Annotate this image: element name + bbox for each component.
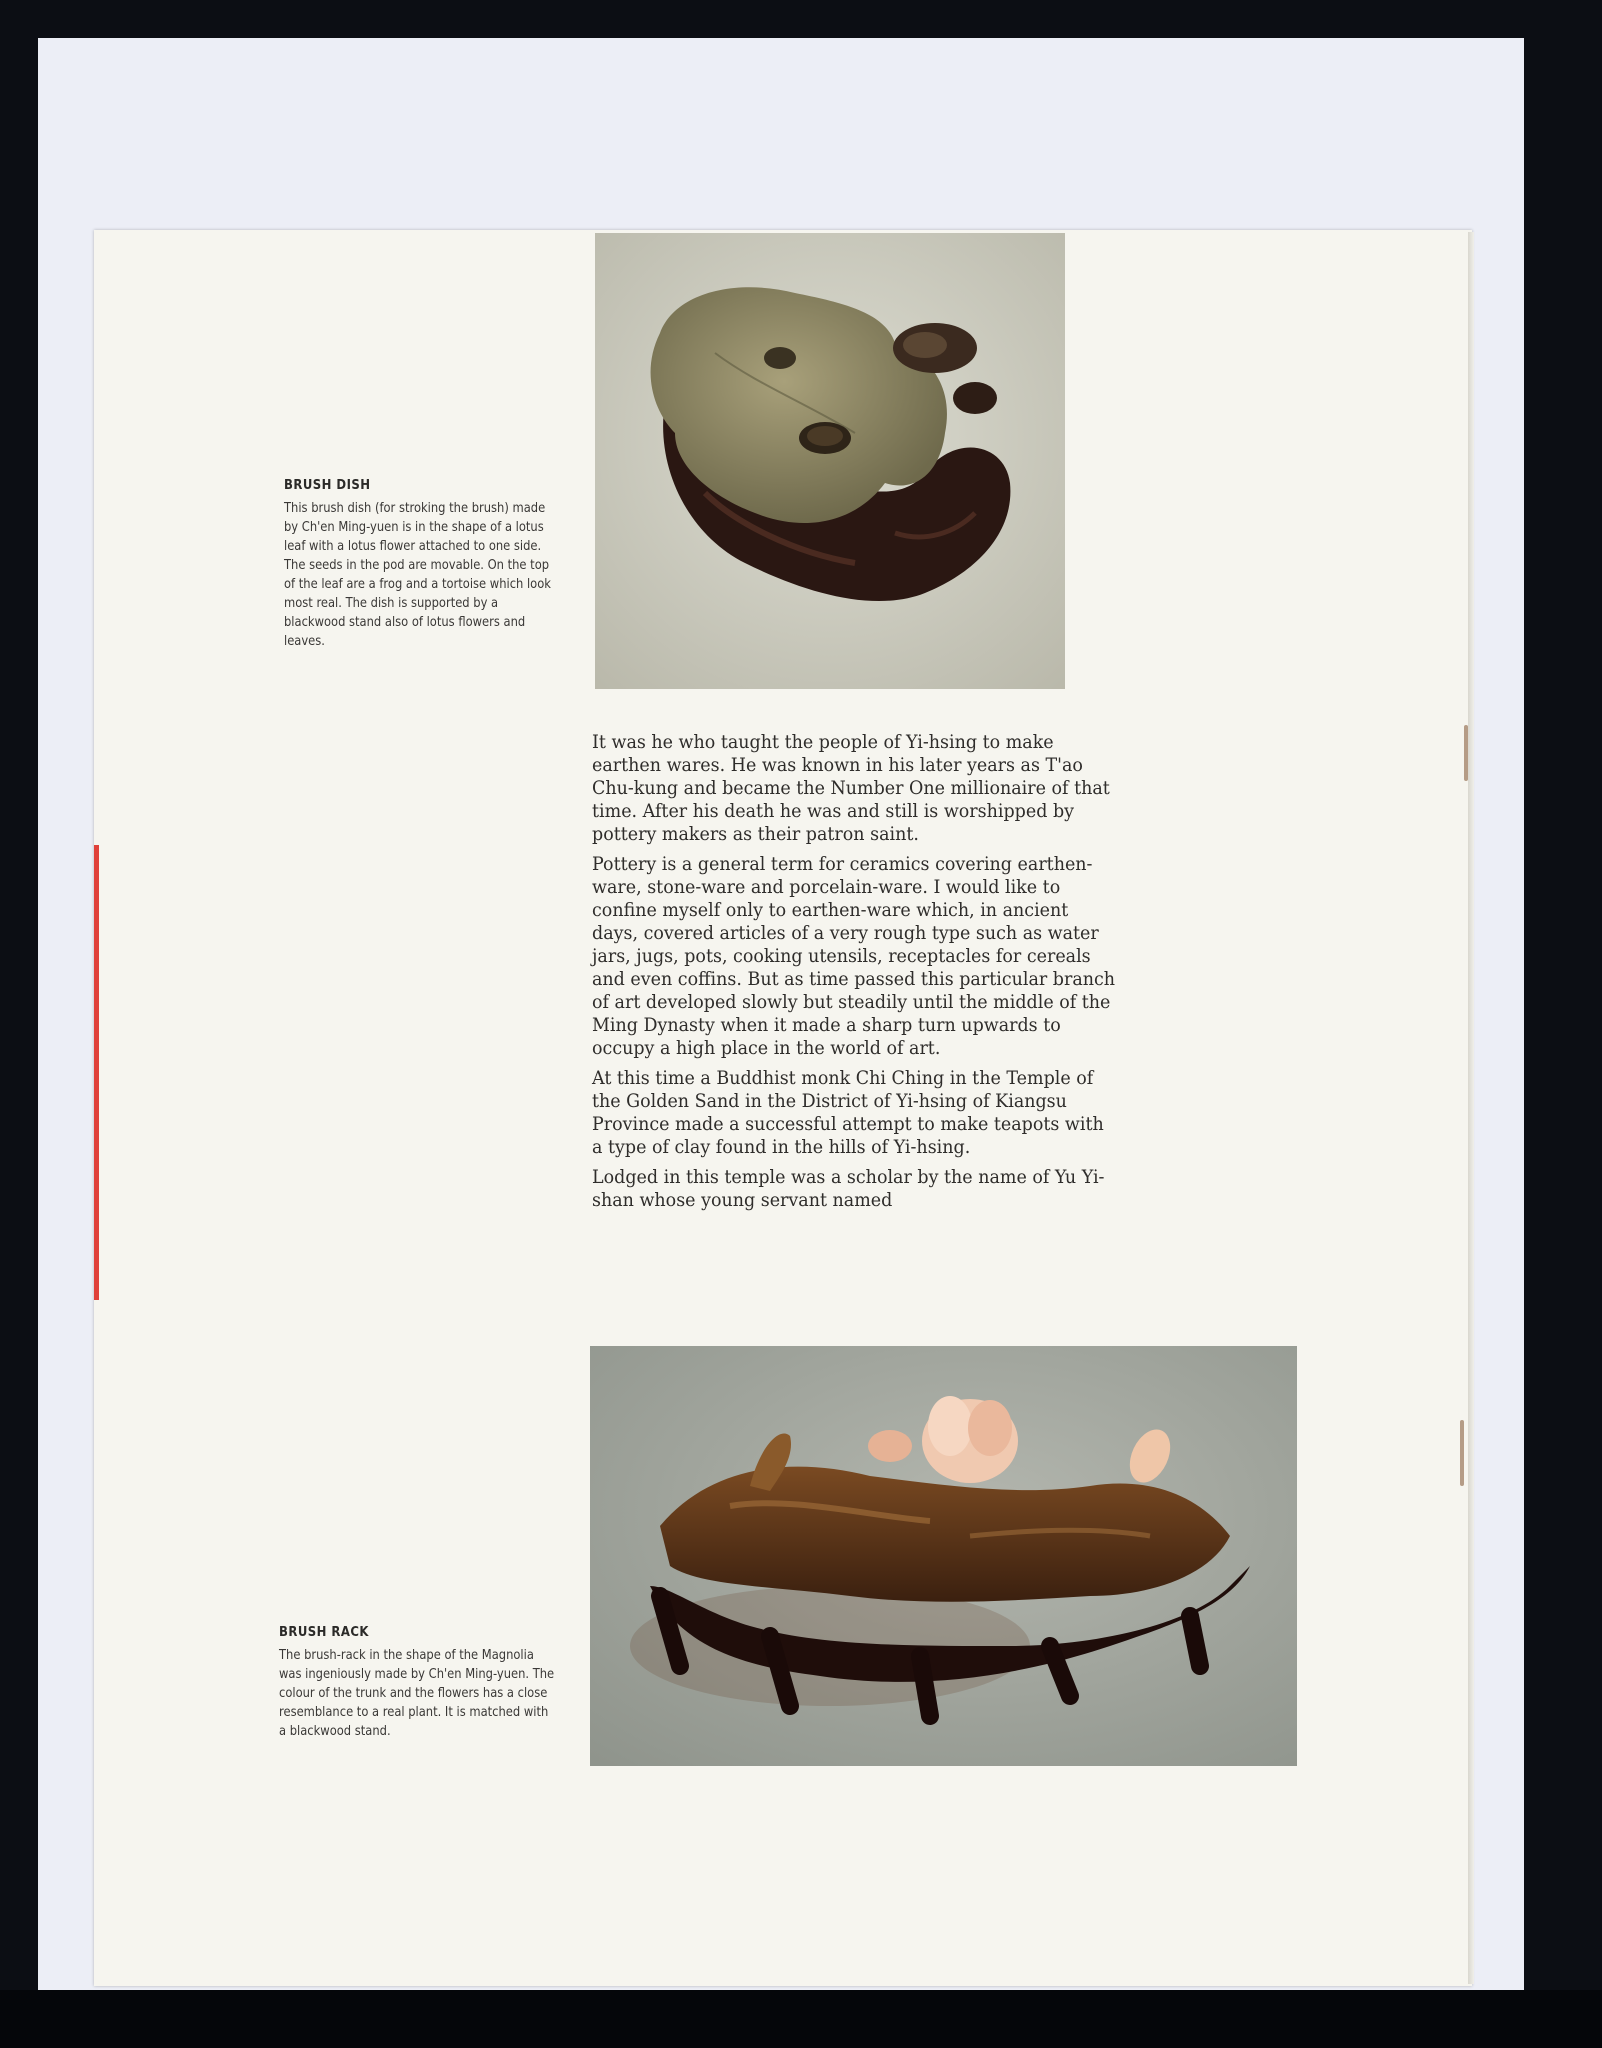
brush-dish-description: This brush dish (for stroking the brush) made by Ch'en Ming-yuen is in the shape of a lotus leaf with a lotus flower attached to one side. The seeds in the pod are movable. On the top of the leaf are a frog and a tortoise which look most real. The dish is supported by a blackwood stand also of lotus flowers and leaves.: [284, 501, 551, 649]
brush-rack-title: BRUSH RACK: [279, 1625, 369, 1640]
tear-mark-top: [1464, 725, 1468, 781]
paragraph-1: It was he who taught the people of Yi-hsing to make earthen wares. He was known in his later years as T'ao Chu-kung and became the Number One millionaire of that time. After his death he was and still is worshipped by pottery makers as their patron saint.: [592, 731, 1110, 845]
scan-bottom-border: [0, 1990, 1602, 2048]
brush-rack-description: The brush-rack in the shape of the Magnolia was ingeniously made by Ch'en Ming-yuen. The colour of the trunk and the flowers has a close resemblance to a real plant. It is matched with a blackwood stand.: [279, 1648, 555, 1739]
brush-rack-caption: [279, 1625, 569, 1741]
brush-rack-photo: [590, 1346, 1297, 1766]
paragraph-2: Pottery is a general term for ceramics covering earthen-ware, stone-ware and porcelain-ware. I would like to confine myself only to earthen-ware which, in ancient days, covered articles of a very rough type such as water jars, jugs, pots, cooking utensils, receptacles for cereals and even coffins. But as time passed this particular branch of art developed slowly but steadily until the middle of the Ming Dynasty when it made a sharp turn upwards to occupy a high place in the world of art.: [592, 853, 1116, 1059]
brush-dish-title: BRUSH DISH: [284, 478, 371, 493]
page-edge-shadow: [1468, 232, 1474, 1984]
tear-mark-bottom: [1460, 1420, 1464, 1486]
paragraph-3: At this time a Buddhist monk Chi Ching in the Temple of the Golden Sand in the District of Yi-hsing of Kiangsu Province made a successful attempt to make teapots with a type of clay found in the hills of Yi-hsing.: [592, 1067, 1104, 1158]
paragraph-4: Lodged in this temple was a scholar by the name of Yu Yi-shan whose young servant named: [592, 1166, 1105, 1211]
brush-dish-caption: [284, 478, 574, 651]
red-margin-strip: [94, 845, 99, 1300]
article-body: [592, 731, 1116, 1219]
brush-dish-photo: [595, 233, 1065, 689]
